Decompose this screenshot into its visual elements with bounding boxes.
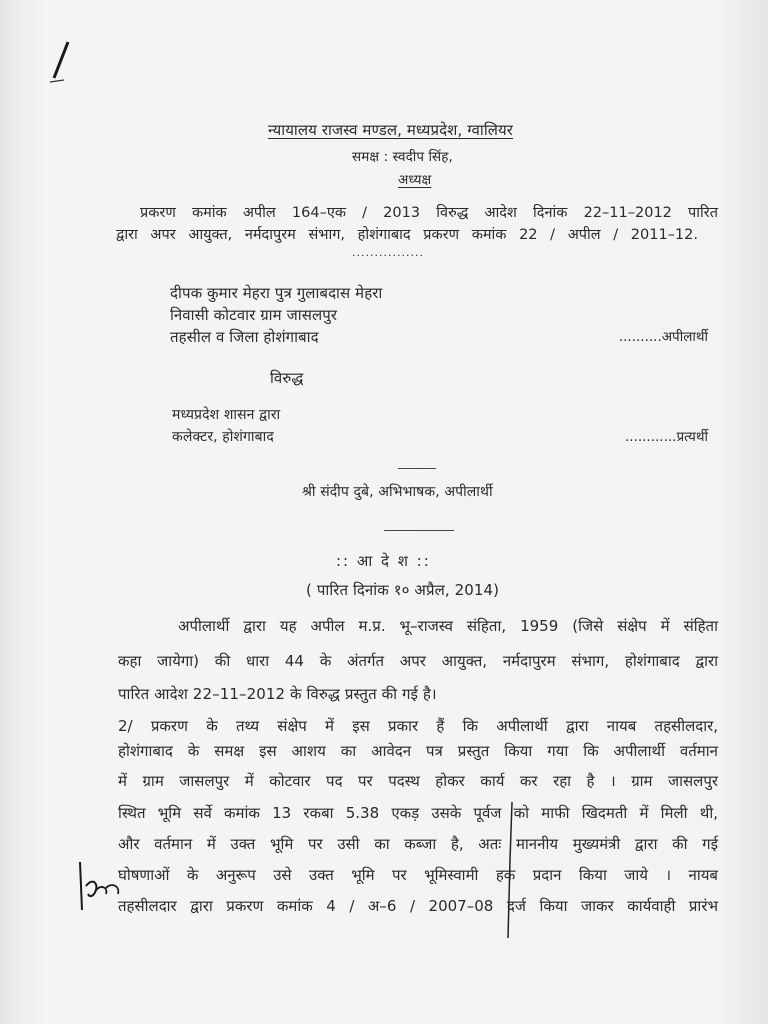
court-header: न्यायालय राजस्व मण्डल, मध्यप्रदेश, ग्वालियर — [268, 121, 514, 139]
divider-short — [398, 468, 436, 469]
divider-long — [384, 530, 454, 531]
case-line-1: प्रकरण कमांक अपील 164–एक / 2013 विरुद्ध आदेश दिनांक 22–11–2012 पारित — [140, 205, 718, 221]
counsel-line: श्री संदीप दुबे, अभिभाषक, अपीलार्थी — [302, 484, 493, 500]
case-line-2: द्वारा अपर आयुक्त, नर्मदापुरम संभाग, होशंगाबाद प्रकरण कमांक 22 / अपील / 2011–12. — [116, 227, 698, 243]
para2-line-1: 2/ प्रकरण के तथ्य संक्षेप में इस प्रकार हैं कि अपीलार्थी द्वारा नायब तहसीलदार, — [118, 717, 718, 735]
respondent-line-1: मध्यप्रदेश शासन द्वारा — [172, 407, 281, 423]
versus-label: विरुद्ध — [270, 369, 304, 387]
para1-line-2: कहा जायेगा) की धारा 44 के अंतर्गत अपर आयुक्त, नर्मदापुरम संभाग, होशंगाबाद द्वारा — [118, 652, 718, 670]
separator-dots: ................ — [352, 246, 424, 259]
appellant-line-3: तहसील व जिला होशंगाबाद — [170, 328, 319, 346]
order-date: ( पारित दिनांक १० अप्रैल, 2014) — [306, 581, 500, 599]
para2-line-5: और वर्तमान में उक्त भूमि पर उसी का कब्जा है, अतः माननीय मुख्यमंत्री द्वारा की गई — [118, 835, 718, 853]
para1-line-1: अपीलार्थी द्वारा यह अपील म.प्र. भू–राजस्व संहिता, 1959 (जिसे संक्षेप में संहिता — [178, 617, 718, 635]
appellant-line-2: निवासी कोटवार ग्राम जासलपुर — [170, 306, 338, 324]
order-heading: :: आ दे श :: — [336, 552, 431, 570]
handwritten-slash-mark — [40, 38, 80, 88]
handwritten-vertical-line — [500, 800, 520, 940]
designation: अध्यक्ष — [398, 172, 432, 188]
respondent-role: ............प्रत्यर्थी — [624, 429, 708, 445]
appellant-line-1: दीपक कुमार मेहरा पुत्र गुलाबदास मेहरा — [170, 284, 383, 302]
handwritten-initials-mark — [72, 858, 132, 918]
para2-line-6: घोषणाओं के अनुरूप उसे उक्त भूमि पर भूमिस्वामी हक प्रदान किया जाये । नायब — [118, 866, 718, 884]
para2-line-4: स्थित भूमि सर्वे कमांक 13 रकबा 5.38 एकड़ उसके पूर्वज को माफी खिदमती में मिली थी, — [118, 804, 718, 822]
para2-line-7: तहसीलदार द्वारा प्रकरण कमांक 4 / अ–6 / 2007–08 दर्ज किया जाकर कार्यवाही प्रारंभ — [118, 897, 718, 915]
para1-line-3: पारित आदेश 22–11–2012 के विरुद्ध प्रस्तुत की गई है। — [118, 685, 437, 703]
presiding-officer: समक्ष : स्वदीप सिंह, — [352, 149, 453, 165]
para2-line-2: होशंगाबाद के समक्ष इस आशय का आवेदन पत्र प्रस्तुत किया गया कि अपीलार्थी वर्तमान — [118, 742, 718, 760]
appellant-role: ..........अपीलार्थी — [618, 329, 708, 345]
para2-line-3: में ग्राम जासलपुर में कोटवार पद पर पदस्थ होकर कार्य कर रहा है । ग्राम जासलपुर — [118, 772, 718, 790]
respondent-line-2: कलेक्टर, होशंगाबाद — [172, 429, 274, 445]
